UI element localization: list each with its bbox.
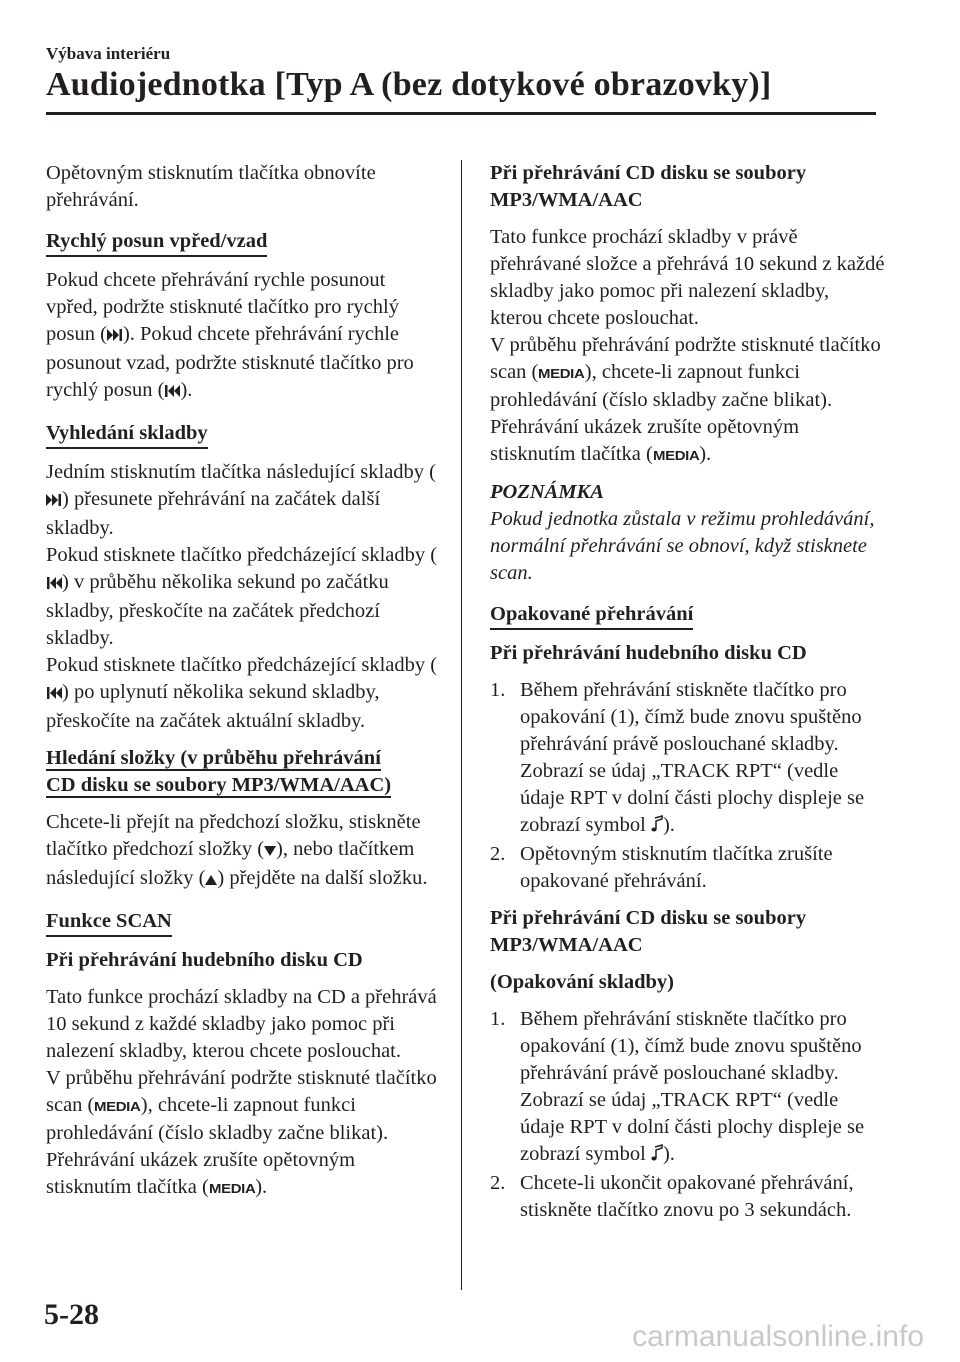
list-item: 2. Chcete-li ukončit opakované přehrávání, stiskněte tlačítko znovu po 3 sekundách.	[490, 1172, 854, 1221]
page-title: Audiojednotka [Typ A (bez dotykové obrazovky)]	[46, 66, 772, 103]
music-note-icon	[651, 814, 663, 841]
folder-up-icon	[205, 867, 217, 894]
page-number: 5-28	[44, 1298, 99, 1331]
music-note-icon	[651, 1143, 663, 1170]
paragraph-fast-forward: Pokud chcete přehrávání rychle posunout vpřed, podržte stisknuté tlačítko pro rychlý posun ( ). Pokud chcete přehrávání rychle posunout vzad, podržte stisknuté tlačítko pro rychlý posun ( ).	[46, 267, 441, 406]
paragraph-folder-search: Chcete-li přejít na předchozí složku, stiskněte tlačítko předchozí složky ( ), nebo tlačítkem následující složky ( ) přejděte na další složku.	[46, 809, 441, 894]
section-heading-fast-forward: Rychlý posun vpřed/vzad	[46, 228, 267, 257]
section-heading-scan: Funkce SCAN	[46, 908, 172, 937]
media-button-icon: MEDIA	[538, 366, 585, 381]
subheading-scan-cd: Při přehrávání hudebního disku CD	[46, 949, 363, 971]
paragraph-scan-mp3-cancel: Přehrávání ukázek zrušíte opětovným stisknutím tlačítka (MEDIA).	[490, 414, 885, 469]
subheading-repeat-mp3: Při přehrávání CD disku se soubory MP3/WMA/AAC	[490, 907, 807, 956]
paragraph-prev-track: Pokud stisknete tlačítko předcházející skladby () v průběhu několika sekund po začátku skladby, přeskočíte na začátek předchozí skladby.	[46, 544, 438, 649]
paragraph-scan-mp3: Tato funkce prochází skladby v právě přehrávané složce a přehrává 10 sekund z každé skladby jako pomoc při nalezení skladby, kterou chcete poslouchat.	[490, 226, 885, 329]
note-title: POZNÁMKA	[490, 481, 604, 503]
media-button-icon: MEDIA	[94, 1099, 141, 1114]
paragraph-scan-mp3-hold: V průběhu přehrávání podržte stisknuté tlačítko scan (MEDIA), chcete-li zapnout funkci prohledávání (číslo skladby začne blikat).	[490, 334, 881, 411]
column-divider	[461, 160, 462, 1290]
skip-back-icon	[46, 681, 62, 708]
section-heading-folder-search: Hledání složky (v průběhu přehrávání CD disku se soubory MP3/WMA/AAC)	[46, 747, 392, 796]
header-rule	[46, 112, 876, 115]
skip-back-icon	[46, 571, 62, 598]
list-repeat-cd	[490, 677, 885, 895]
paragraph: Opětovným stisknutím tlačítka obnovíte přehrávání.	[46, 162, 376, 211]
left-column	[46, 160, 441, 1212]
watermark: carmanualsonline.info	[632, 1320, 924, 1353]
right-column	[490, 160, 885, 1234]
paragraph-next-track: Jedním stisknutím tlačítka následující skladby () přesunete přehrávání na začátek další skladby.	[46, 461, 437, 539]
folder-down-icon	[264, 838, 276, 865]
skip-back-icon	[164, 379, 180, 406]
subheading-repeat-track: (Opakování skladby)	[490, 971, 674, 993]
list-item: 1. Během přehrávání stiskněte tlačítko pro opakování (1), čímž bude znovu spuštěno přehrávání právě poslouchané skladby. Zobrazí se údaj „TRACK RPT“ (vedle údaje RPT v dolní části plochy displeje se zobrazí symbol ).	[490, 1006, 885, 1170]
subheading-scan-mp3: Při přehrávání CD disku se soubory MP3/WMA/AAC	[490, 162, 807, 211]
media-button-icon: MEDIA	[208, 1181, 256, 1196]
section-heading-repeat: Opakované přehrávání	[490, 601, 693, 630]
list-item: 1. Během přehrávání stiskněte tlačítko pro opakování (1), čímž bude znovu spuštěno přehrávání právě poslouchané skladby. Zobrazí se údaj „TRACK RPT“ (vedle údaje RPT v dolní části plochy displeje se zobrazí symbol ).	[490, 677, 885, 841]
skip-forward-icon	[107, 323, 123, 350]
section-label: Výbava interiéru	[46, 44, 171, 63]
paragraph-scan-cd: Tato funkce prochází skladby na CD a přehrává 10 sekund z každé skladby jako pomoc při nalezení skladby, kterou chcete poslouchat.	[46, 986, 437, 1062]
list-item: 2. Opětovným stisknutím tlačítka zrušíte opakované přehrávání.	[490, 843, 833, 892]
subheading-repeat-cd: Při přehrávání hudebního disku CD	[490, 642, 807, 664]
skip-forward-icon	[46, 488, 62, 515]
paragraph-scan-cd-hold: V průběhu přehrávání podržte stisknuté tlačítko scan (MEDIA), chcete-li zapnout funkci prohledávání (číslo skladby začne blikat). Přehrávání ukázek zrušíte opětovným stisknutím tlačítka (MEDIA).	[46, 1065, 441, 1202]
media-button-icon: MEDIA	[652, 448, 700, 463]
list-repeat-mp3	[490, 1006, 885, 1224]
section-heading-track-search: Vyhledání skladby	[46, 420, 208, 449]
paragraph-restart-track: Pokud stisknete tlačítko předcházející skladby () po uplynutí několika sekund skladby, přeskočíte na začátek aktuální skladby.	[46, 654, 438, 732]
note-text: Pokud jednotka zůstala v režimu prohledávání, normální přehrávání se obnoví, když stisknete scan.	[490, 508, 875, 584]
